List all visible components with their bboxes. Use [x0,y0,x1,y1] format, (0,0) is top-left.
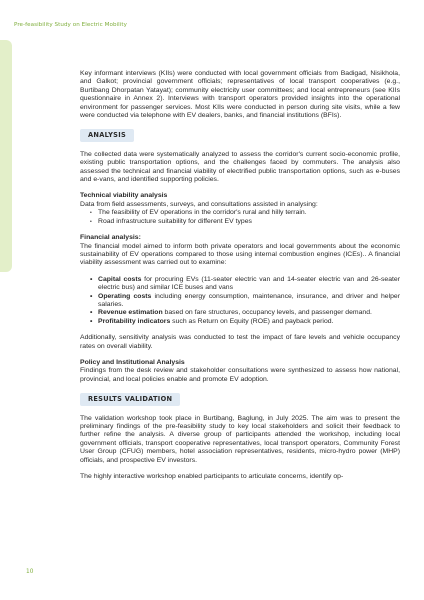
side-tab-decoration [0,40,12,272]
analysis-tag: ANALYSIS [80,129,134,141]
results-validation-tag: RESULTS VALIDATION [80,393,180,405]
financial-list [80,276,400,326]
results-paragraph-2: The highly interactive workshop enabled participants to articulate concerns, identify op- [80,473,344,481]
policy-heading: Policy and Institutional Analysis [80,358,185,366]
list-item: • Road infrastructure suitability for different EV types [80,218,400,226]
list-item: • Capital costs for procuring EVs (11-seater electric van and 14-seater electric van and 26-seater electric bus) and similar ICE buses and vans [80,276,400,293]
policy-text: Findings from the desk review and stakeholder consultations were synthesized to assess how national, provincial, and local policies enable and promote EV adoption. [80,367,400,383]
sensitivity-text: Additionally, sensitivity analysis was conducted to test the impact of fare levels and vehicle occupancy rates on overall viability. [80,334,400,350]
page-content [80,70,400,481]
running-header: Pre-feasibility Study on Electric Mobility [14,22,127,28]
intro-paragraph: Key informant interviews (KIIs) were conducted with local government officials from Badigad, Nisikhola, and Galkot; provincial government officials; representatives of local transport cooperatives (e.g., Burtibang Dhorpatan Yatayat); community electricity user committees; and local entrepreneurs (see KIIs questionnaire in Annex 2). Interviews with transport operators provided insights into the operational environment for passenger services. Most KIIs were conducted in person during site visits, while a few were conducted via telephone with EV dealers, banks, and financial institutions (BFIs). [80,70,400,120]
list-item: • Operating costs including energy consumption, maintenance, insurance, and driver and helper salaries. [80,293,400,310]
financial-heading: Financial analysis: [80,234,141,242]
analysis-intro: The collected data were systematically analyzed to assess the corridor's current socio-economic profile, existing public transportation options, and the challenges faced by commuters. The analysis also assessed the technical and financial viability of electrified public transportation options, such as e-buses and e-vans, and identified supporting policies. [80,150,400,184]
technical-list [80,209,400,226]
technical-text: Data from field assessments, surveys, and consultations assisted in analysing: [80,200,318,208]
list-item: • Revenue estimation based on fare structures, occupancy levels, and passenger demand. [80,309,400,317]
financial-text: The financial model aimed to inform both private operators and local governments about the economic sustainability of EV operations compared to those using internal combustion engines (ICEs).. A financial viability assessment was carried out to examine: [80,242,400,267]
technical-heading: Technical viability analysis [80,192,168,200]
results-paragraph-1: The validation workshop took place in Burtibang, Baglung, in July 2025. The aim was to present the preliminary findings of the pre-feasibility study to key local stakeholders and solicit their feedback to further refine the analysis. A diverse group of participants attended the workshop, including local government officials, transport cooperative representatives, local transport operators, Community Forest User Group (CFUG) members, hotel association representatives, residents, micro-hydro power (MHP) officials, and prospective EV investors. [80,414,400,464]
list-item: • The feasibility of EV operations in the corridor's rural and hilly terrain. [80,209,400,217]
list-item: • Profitability indicators such as Return on Equity (ROE) and payback period. [80,318,400,326]
page-number: 10 [26,569,34,575]
